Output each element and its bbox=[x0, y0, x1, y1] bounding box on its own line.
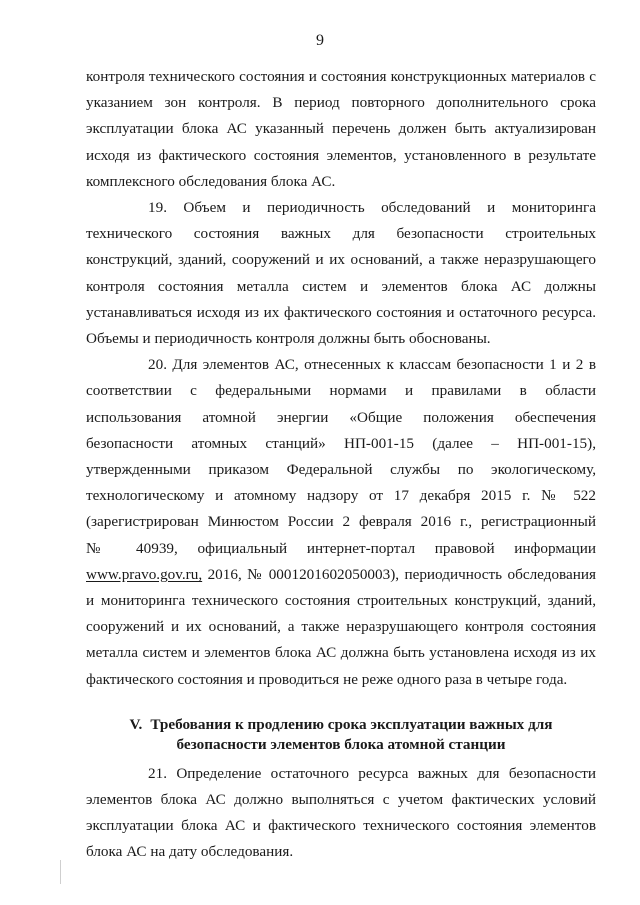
paragraph-20-line: (зарегистрирован Минюстом России 2 февраля 2016 г., регистрационный bbox=[86, 513, 596, 531]
paragraph-20-line: использования атомной энергии «Общие положения обеспечения bbox=[86, 408, 596, 426]
page-number: 9 bbox=[316, 32, 324, 49]
paragraph-20-line: и мониторинга технического состояния строительных конструкций, зданий, bbox=[86, 592, 596, 610]
paragraph-19: 19. Объем и периодичность обследований и мониторинга технического состояния важных для безопасности строительных конструкций, зданий, сооружений и их оснований, а также неразрушающего контроля состояния металла систем и элементов блока АС должны устанавливаться исходя из их фактического состояния и остаточного ресурса. Объемы и периодичность контроля должны быть обоснованы. bbox=[86, 199, 596, 348]
scan-artifact-line bbox=[60, 860, 61, 884]
paragraph-20-line: безопасности атомных станций» НП-001-15 (далее – НП-001-15), bbox=[86, 434, 596, 452]
paragraph-20-line: № 40939, официальный интернет-портал правовой информации bbox=[86, 539, 596, 557]
paragraph-20-line: сооружений и их оснований, а также неразрушающего контроля состояния bbox=[86, 618, 596, 636]
section-number: V. bbox=[129, 715, 143, 733]
section-title-line-2: безопасности элементов блока атомной станции bbox=[176, 735, 506, 753]
paragraph-20-line: технологическому и атомному надзору от 17 декабря 2015 г. № 522 bbox=[86, 487, 596, 505]
paragraph-20-line: металла систем и элементов блока АС должна быть установлена исходя из их bbox=[86, 644, 596, 662]
paragraph-20-line: утвержденными приказом Федеральной службы по экологическому, bbox=[86, 461, 596, 479]
paragraph-20-line: соответствии с федеральными нормами и правилами в области bbox=[86, 382, 596, 400]
paragraph-20 bbox=[86, 352, 596, 693]
section-heading-line-1 bbox=[86, 715, 596, 735]
section-heading bbox=[86, 715, 596, 755]
paragraph-20-line-text: 2016, № 0001201602050003), периодичность обследования bbox=[202, 565, 596, 583]
section-title-line-1: Требования к продлению срока эксплуатации важных для bbox=[150, 715, 553, 733]
document-body bbox=[86, 64, 596, 866]
paragraph-20-line: 20. Для элементов АС, отнесенных к классам безопасности 1 и 2 в bbox=[148, 356, 596, 374]
paragraph-21: 21. Определение остаточного ресурса важных для безопасности элементов блока АС должно выполняться с учетом фактических условий эксплуатации блока АС и фактического технического состояния элементов блока АС на дату обследования. bbox=[86, 764, 596, 861]
paragraph-continuation: контроля технического состояния и состояния конструкционных материалов с указанием зон контроля. В период повторного дополнительного срока эксплуатации блока АС указанный перечень должен быть актуализирован исходя из фактического состояния элементов, установленного в результате комплексного обследования блока АС. bbox=[86, 68, 596, 190]
paragraph-20-line-with-link bbox=[86, 562, 596, 588]
pravo-gov-link[interactable]: www.pravo.gov.ru, bbox=[86, 565, 203, 583]
paragraph-20-line: фактического состояния и проводиться не реже одного раза в четыре года. bbox=[86, 670, 568, 688]
